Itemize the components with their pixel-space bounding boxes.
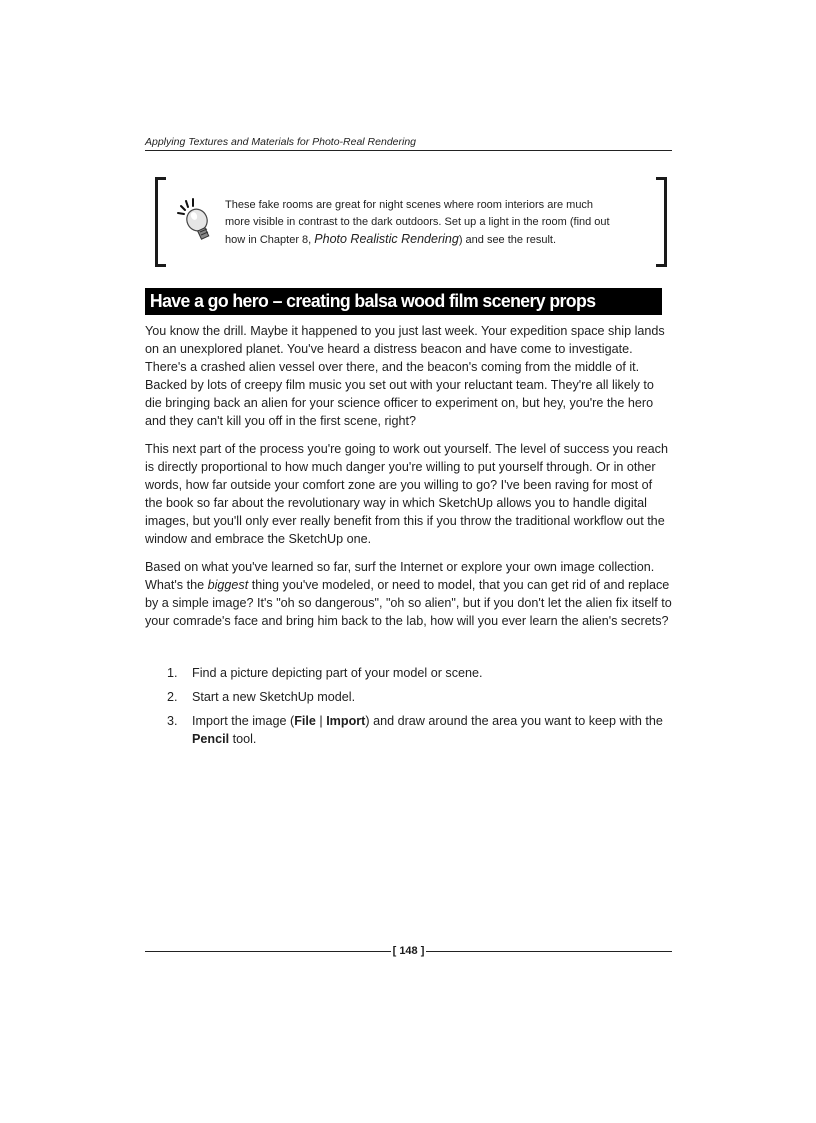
chapter-title: Photo Realistic Rendering (314, 232, 459, 246)
tip-line: more visible in contrast to the dark outdoors. Set up a light in the room (find out (225, 216, 610, 228)
step-number: 1. (167, 666, 178, 680)
lightbulb-icon (175, 197, 215, 245)
step-text: Start a new SketchUp model. (192, 690, 356, 704)
page-footer (145, 944, 672, 958)
emphasis: biggest (207, 578, 249, 592)
step-text-mid: ) and draw around the area you want to keep with the (365, 714, 663, 728)
tip-text-post: ) and see the result. (458, 234, 557, 246)
running-header: Applying Textures and Materials for Photo-Real Rendering (145, 136, 672, 151)
tip-line: These fake rooms are great for night scenes where room interiors are much (225, 199, 594, 211)
paragraph-pre: Based on what you've learned so far, surf the Internet or explore your own image collection. What's the (145, 560, 655, 592)
section-heading: Have a go hero – creating balsa wood film scenery props (145, 288, 662, 315)
footer-rule-right (426, 951, 672, 952)
list-item (145, 688, 672, 706)
tip-bracket-right (656, 177, 667, 267)
paragraph (145, 558, 672, 630)
tip-box (155, 177, 667, 263)
tip-text (225, 197, 645, 249)
menu-file: File (294, 714, 316, 728)
paragraph: You know the drill. Maybe it happened to you just last week. Your expedition space ship lands on an unexplored planet. You've heard a distress beacon and have come to investigate. There's a crashed alien vessel over there, and the beacon's coming from the middle of it. Backed by lots of creepy film music you set out with your reluctant team. They're all likely to die bringing back an alien for your science officer to experiment on, but hey, you're the hero and they can't kill you off in the first scene, right? (145, 324, 665, 428)
paragraph-post: thing you've modeled, or need to model, that you can get rid of and replace by a simple image? It's "oh so dangerous", "oh so alien", but if you don't let the alien fix itself to your comrade's face and bring him back to the lab, how will you ever learn the alien's secrets? (145, 578, 672, 628)
tip-line (225, 231, 645, 249)
steps-list (145, 664, 672, 754)
tip-text-pre: how in Chapter 8, (225, 234, 315, 246)
pencil-tool-name: Pencil (192, 732, 230, 746)
list-item (145, 664, 672, 682)
step-text-pre: Import the image ( (192, 714, 295, 728)
step-number: 3. (167, 714, 178, 728)
paragraph: This next part of the process you're going to work out yourself. The level of success you reach is directly proportional to how much danger you're willing to put yourself through. Or in other words, how far outside your comfort zone are you willing to go? I've been raving for most of the book so far about the revolutionary way in which SketchUp allows you to handle digital images, but you'll only ever really benefit from this if you throw the traditional workflow out the window and embrace the SketchUp one. (145, 442, 668, 546)
step-number: 2. (167, 690, 178, 704)
step-text (192, 714, 663, 746)
menu-separator: | (315, 714, 327, 728)
list-item (145, 712, 672, 748)
tip-bracket-left (155, 177, 166, 267)
page-number: [ 148 ] (392, 945, 425, 957)
step-text-end: tool. (229, 732, 257, 746)
body-text (145, 322, 672, 640)
footer-rule-left (145, 951, 391, 952)
menu-import: Import (326, 714, 366, 728)
step-text: Find a picture depicting part of your model or scene. (192, 666, 483, 680)
